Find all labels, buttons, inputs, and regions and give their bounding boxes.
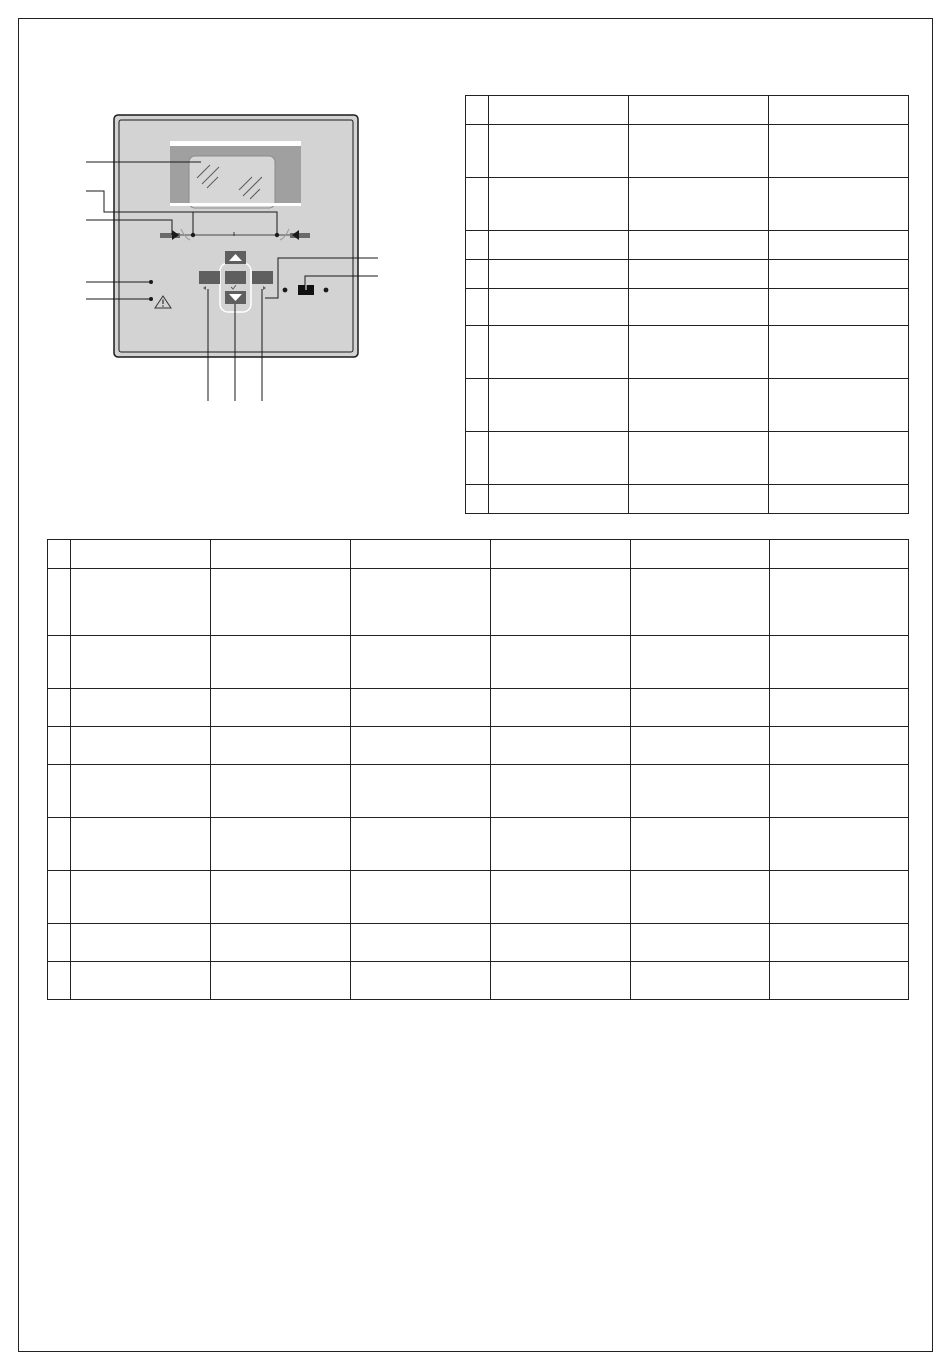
table-cell xyxy=(71,962,211,1000)
table-cell xyxy=(491,636,631,689)
table-cell xyxy=(466,178,489,231)
table-cell xyxy=(71,727,211,765)
table-cell xyxy=(466,432,489,485)
table-cell xyxy=(351,636,491,689)
table-cell xyxy=(489,231,629,260)
table-cell xyxy=(48,636,71,689)
table-cell xyxy=(631,765,770,818)
table-cell xyxy=(351,924,491,962)
table-cell xyxy=(351,689,491,727)
table-row xyxy=(48,636,909,689)
table-cell xyxy=(211,689,351,727)
indicator-led-right xyxy=(324,288,329,293)
table-cell xyxy=(351,962,491,1000)
table-cell xyxy=(770,765,909,818)
table-cell xyxy=(769,260,909,289)
table-cell xyxy=(631,924,770,962)
table-cell xyxy=(211,924,351,962)
table-cell xyxy=(770,569,909,636)
table-cell xyxy=(489,289,629,326)
table-cell xyxy=(629,379,769,432)
table-cell xyxy=(770,636,909,689)
table-cell xyxy=(631,569,770,636)
table-cell xyxy=(631,871,770,924)
table-cell xyxy=(466,125,489,178)
table-row xyxy=(48,924,909,962)
table-cell xyxy=(48,765,71,818)
table-cell xyxy=(491,540,631,569)
table-cell xyxy=(769,125,909,178)
table-cell xyxy=(491,765,631,818)
table-cell xyxy=(211,540,351,569)
table-cell xyxy=(48,924,71,962)
table-cell xyxy=(48,871,71,924)
table-cell xyxy=(48,727,71,765)
table-row xyxy=(48,569,909,636)
table-cell xyxy=(629,289,769,326)
table-cell xyxy=(491,569,631,636)
table-cell xyxy=(491,689,631,727)
table-row xyxy=(466,178,909,231)
table-row xyxy=(48,689,909,727)
table-cell xyxy=(71,871,211,924)
table-cell xyxy=(466,260,489,289)
table-cell xyxy=(491,871,631,924)
parameter-table-bottom xyxy=(47,539,909,1000)
table-cell xyxy=(48,540,71,569)
table-cell xyxy=(71,569,211,636)
table-cell xyxy=(489,485,629,514)
down-button[interactable] xyxy=(225,291,246,304)
table-cell xyxy=(351,540,491,569)
table-row xyxy=(48,818,909,871)
table-cell xyxy=(769,326,909,379)
table-row xyxy=(48,765,909,818)
table-cell xyxy=(466,289,489,326)
table-cell xyxy=(466,326,489,379)
table-cell xyxy=(351,871,491,924)
table-cell xyxy=(211,636,351,689)
table-cell xyxy=(211,962,351,1000)
key-button[interactable] xyxy=(298,285,314,295)
table-cell xyxy=(631,962,770,1000)
table-cell xyxy=(631,727,770,765)
table-cell xyxy=(466,96,489,125)
table-cell xyxy=(491,962,631,1000)
table-cell xyxy=(211,871,351,924)
table-cell xyxy=(489,379,629,432)
table-row xyxy=(466,260,909,289)
table-row xyxy=(48,727,909,765)
table-cell xyxy=(466,379,489,432)
table-cell xyxy=(629,231,769,260)
table-cell xyxy=(631,818,770,871)
table-cell xyxy=(629,260,769,289)
table-cell xyxy=(631,689,770,727)
table-cell xyxy=(769,231,909,260)
table-cell xyxy=(489,432,629,485)
table-cell xyxy=(489,96,629,125)
table-cell xyxy=(629,178,769,231)
table-cell xyxy=(629,96,769,125)
table-row xyxy=(466,231,909,260)
table-cell xyxy=(48,689,71,727)
table-cell xyxy=(71,540,211,569)
table-row xyxy=(466,432,909,485)
up-button[interactable] xyxy=(225,251,246,264)
table-cell xyxy=(629,125,769,178)
table-row xyxy=(48,962,909,1000)
table-row xyxy=(466,326,909,379)
table-cell xyxy=(351,765,491,818)
table-row xyxy=(466,289,909,326)
table-cell xyxy=(466,231,489,260)
table-cell xyxy=(629,432,769,485)
table-cell xyxy=(491,818,631,871)
table-cell xyxy=(71,765,211,818)
table-cell xyxy=(489,326,629,379)
table-cell xyxy=(629,485,769,514)
table-cell xyxy=(770,727,909,765)
table-cell xyxy=(770,540,909,569)
table-cell xyxy=(491,727,631,765)
table-cell xyxy=(769,96,909,125)
table-cell xyxy=(71,818,211,871)
table-cell xyxy=(211,727,351,765)
screen xyxy=(170,141,301,208)
table-row xyxy=(466,485,909,514)
table-cell xyxy=(629,326,769,379)
table-cell xyxy=(211,765,351,818)
table-cell xyxy=(351,569,491,636)
table-cell xyxy=(769,432,909,485)
table-row xyxy=(48,540,909,569)
table-cell xyxy=(48,818,71,871)
table-row xyxy=(466,125,909,178)
table-cell xyxy=(770,818,909,871)
table-cell xyxy=(491,924,631,962)
table-cell xyxy=(769,289,909,326)
table-cell xyxy=(351,727,491,765)
table-cell xyxy=(211,818,351,871)
table-row xyxy=(466,96,909,125)
table-cell xyxy=(631,540,770,569)
indicator-led-left xyxy=(283,288,288,293)
table-cell xyxy=(769,178,909,231)
table-cell xyxy=(769,379,909,432)
table-cell xyxy=(631,636,770,689)
table-cell xyxy=(48,962,71,1000)
table-cell xyxy=(71,636,211,689)
table-cell xyxy=(48,569,71,636)
table-cell xyxy=(769,485,909,514)
parameter-table-top xyxy=(465,95,909,514)
table-cell xyxy=(770,689,909,727)
table-cell xyxy=(71,689,211,727)
table-cell xyxy=(770,924,909,962)
table-row xyxy=(48,871,909,924)
table-cell xyxy=(351,818,491,871)
table-cell xyxy=(770,871,909,924)
table-row xyxy=(466,379,909,432)
table-cell xyxy=(489,260,629,289)
table-cell xyxy=(489,178,629,231)
table-cell xyxy=(211,569,351,636)
table-cell xyxy=(489,125,629,178)
table-cell xyxy=(71,924,211,962)
table-cell xyxy=(770,962,909,1000)
table-cell xyxy=(466,485,489,514)
